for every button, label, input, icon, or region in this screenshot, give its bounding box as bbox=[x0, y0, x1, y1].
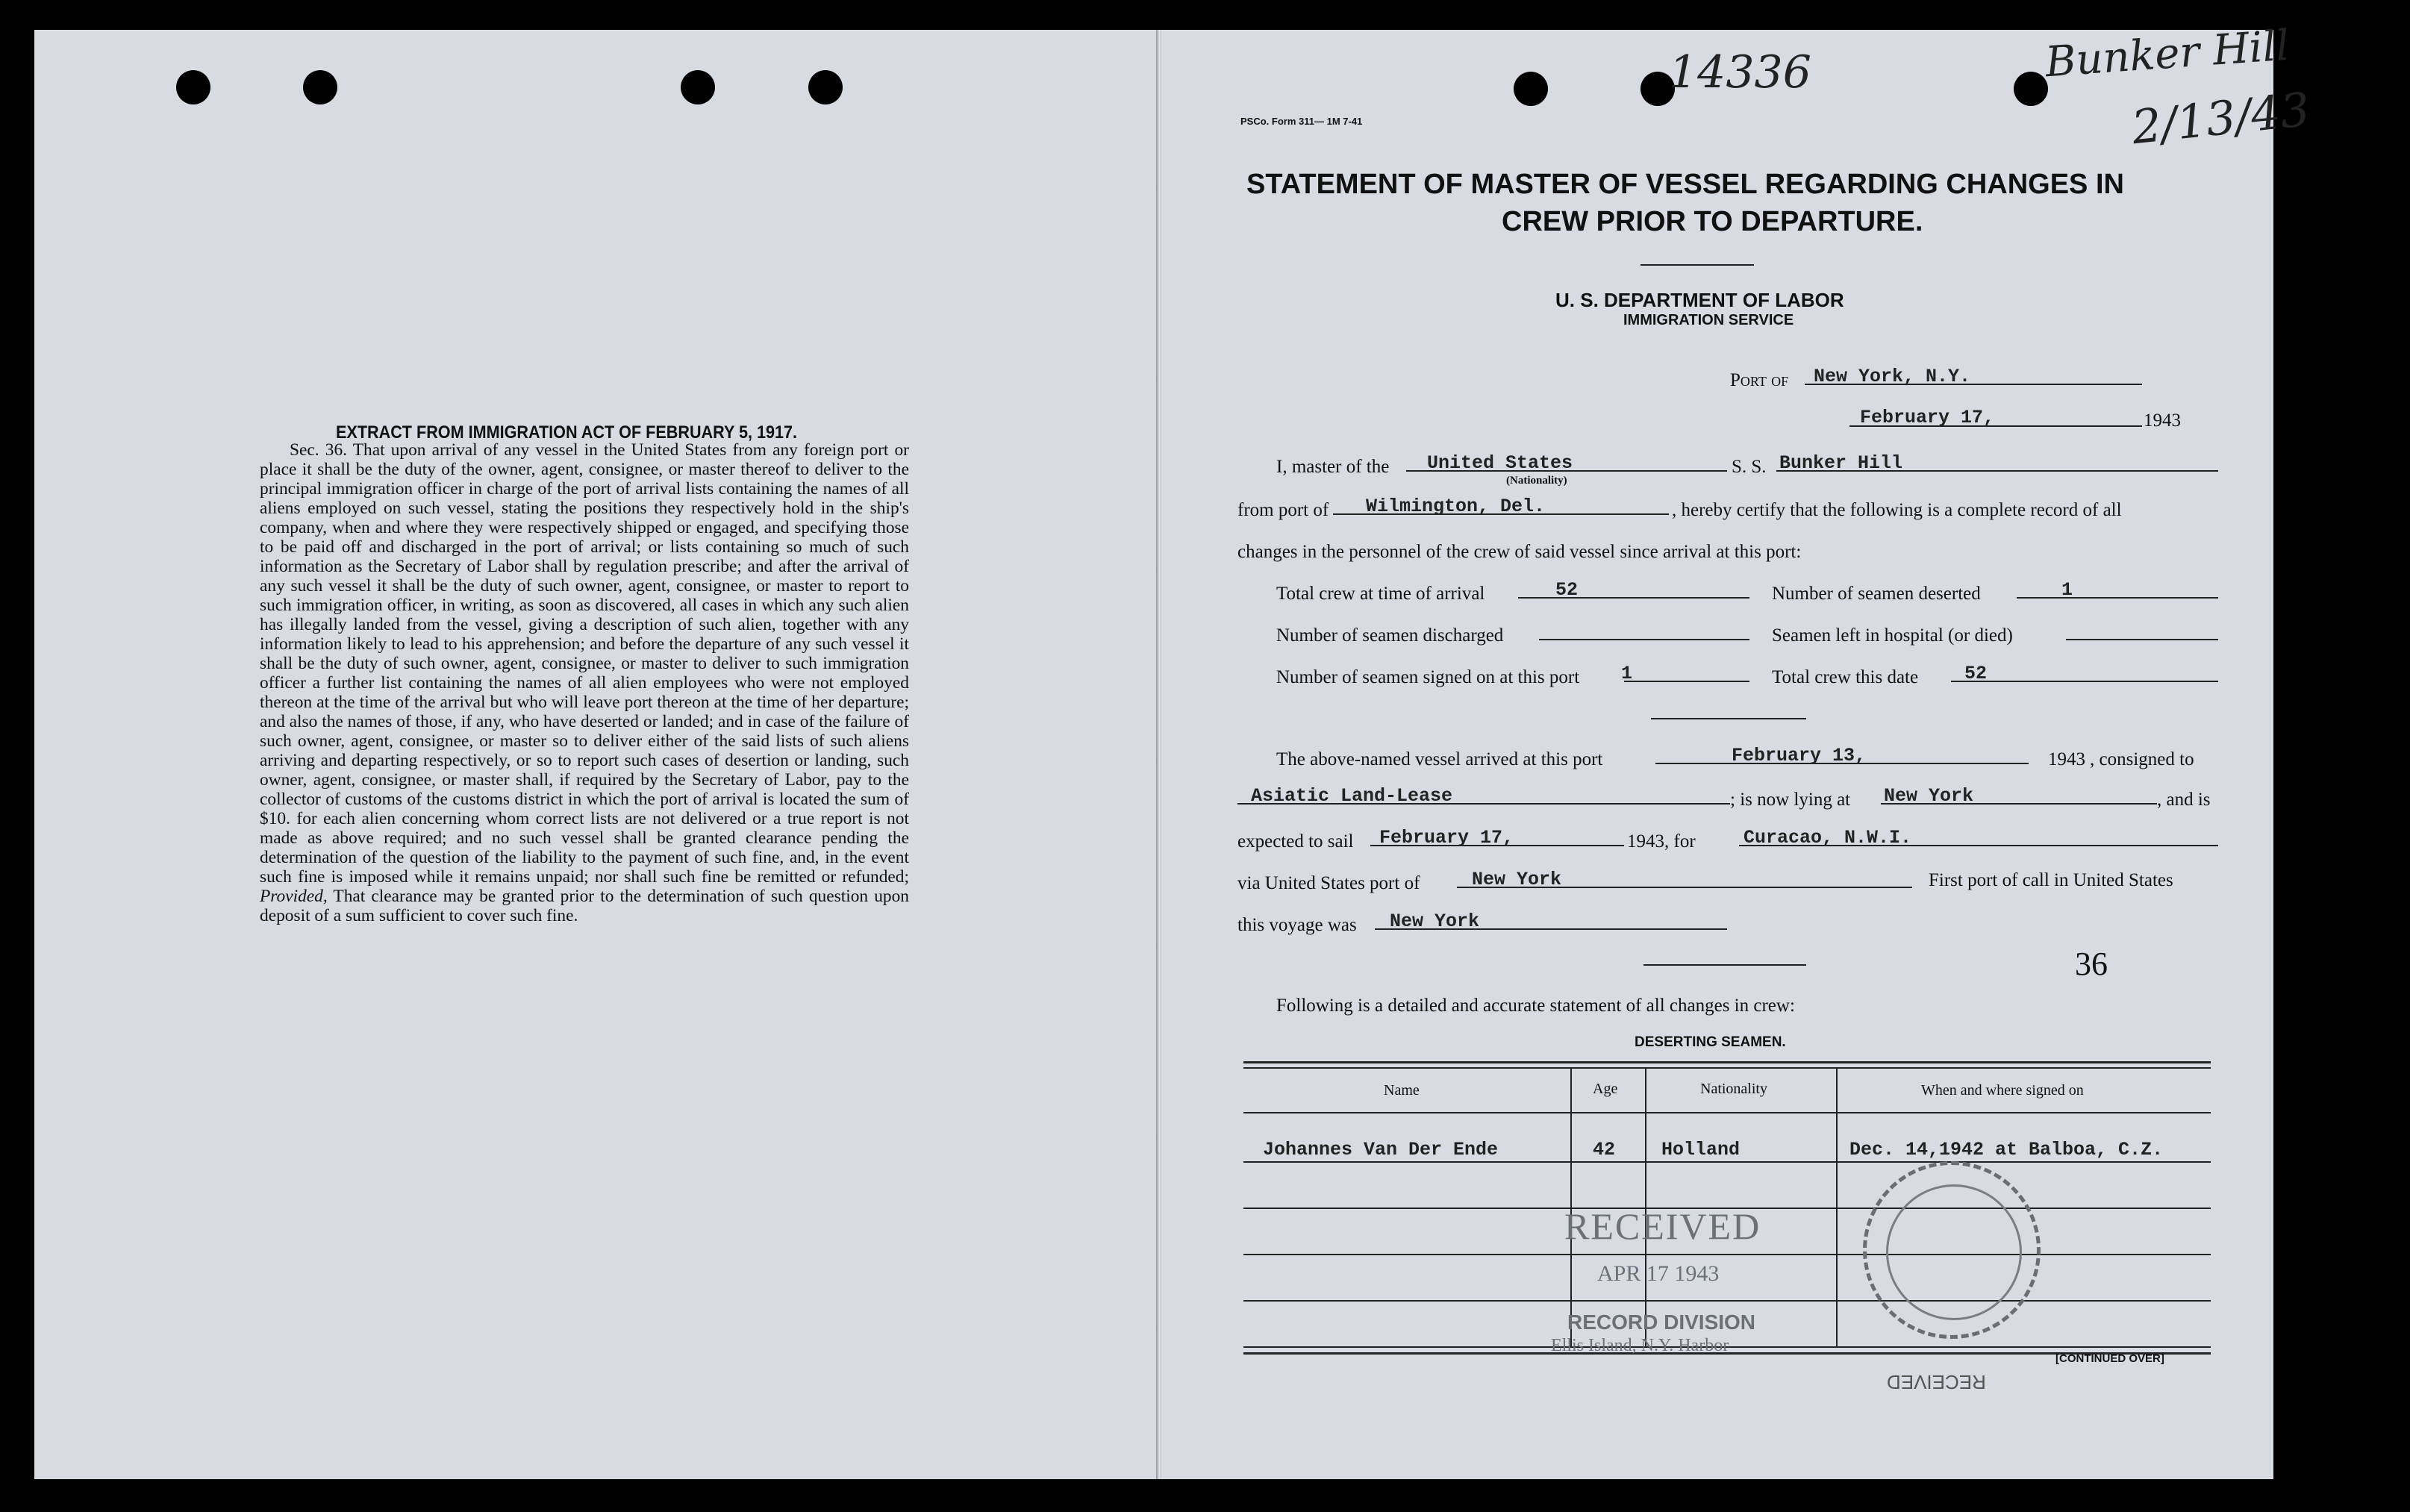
form-title-line2: CREW PRIOR TO DEPARTURE. bbox=[1502, 206, 1923, 237]
total-crew-arrival-value: 52 bbox=[1555, 579, 1579, 601]
received-stamp-date: APR 17 1943 bbox=[1597, 1261, 1720, 1286]
circular-seal bbox=[1863, 1161, 2041, 1339]
handwritten-ship-name: Bunker Hill bbox=[2044, 21, 2291, 87]
section-text-end: That clearance may be granted prior to the determination of such question upon deposit of a sum sufficient to cover such fine. bbox=[260, 887, 909, 925]
divider bbox=[1651, 718, 1806, 719]
nationality-value: United States bbox=[1427, 452, 1573, 474]
this-voyage-label: this voyage was bbox=[1237, 915, 1357, 935]
table-row-rule bbox=[1243, 1161, 2211, 1163]
received-stamp-division: RECORD DIVISION bbox=[1567, 1310, 1756, 1334]
row-signed-on: Dec. 14,1942 at Balboa, C.Z. bbox=[1849, 1139, 2164, 1160]
handwritten-number: 14336 bbox=[1669, 46, 1811, 99]
master-prefix: I, master of the bbox=[1276, 457, 1390, 477]
destination-value: Curacao, N.W.I. bbox=[1743, 827, 1912, 849]
page-number: 36 bbox=[2075, 946, 2108, 982]
total-crew-date-value: 52 bbox=[1964, 663, 1988, 684]
divider bbox=[1643, 964, 1806, 966]
table-top-rule-2 bbox=[1243, 1067, 2211, 1069]
row-nationality: Holland bbox=[1661, 1139, 1741, 1160]
changes-text: changes in the personnel of the crew of said vessel since arrival at this port: bbox=[1237, 542, 1802, 562]
signed-on-label: Number of seamen signed on at this port bbox=[1276, 667, 1580, 687]
extract-body bbox=[260, 440, 909, 925]
table-row-rule bbox=[1243, 1300, 2211, 1302]
hospital-line bbox=[2066, 639, 2218, 640]
table-top-rule bbox=[1243, 1061, 2211, 1063]
following-text: Following is a detailed and accurate statement of all changes in crew: bbox=[1276, 996, 1795, 1016]
and-is-text: , and is bbox=[2157, 790, 2211, 810]
form-title-line1: STATEMENT OF MASTER OF VESSEL REGARDING CHANGES IN bbox=[1246, 169, 2124, 200]
date-value: February 17, bbox=[1860, 407, 1995, 428]
col-nationality-header: Nationality bbox=[1700, 1081, 1767, 1097]
signed-on-line bbox=[1624, 681, 1749, 682]
consigned-label: , consigned to bbox=[2090, 749, 2194, 769]
first-port-label: First port of call in United States bbox=[1929, 870, 2173, 890]
arrived-value: February 13, bbox=[1732, 745, 1867, 766]
punch-hole bbox=[1514, 72, 1548, 106]
deserted-label: Number of seamen deserted bbox=[1772, 584, 1981, 604]
total-crew-date-line bbox=[1951, 681, 2218, 682]
service: IMMIGRATION SERVICE bbox=[1623, 312, 1794, 328]
row-age: 42 bbox=[1593, 1139, 1616, 1160]
total-crew-arrival-label: Total crew at time of arrival bbox=[1276, 584, 1485, 604]
table-header-rule bbox=[1243, 1112, 2211, 1113]
deserted-value: 1 bbox=[2061, 579, 2073, 601]
row-name: Johannes Van Der Ende bbox=[1263, 1139, 1499, 1160]
port-of-value: New York, N.Y. bbox=[1814, 366, 1971, 387]
hospital-label: Seamen left in hospital (or died) bbox=[1772, 625, 2013, 646]
lying-value: New York bbox=[1884, 785, 1974, 807]
col-age-header: Age bbox=[1593, 1081, 1618, 1097]
this-voyage-value: New York bbox=[1390, 910, 1480, 932]
department: U. S. DEPARTMENT OF LABOR bbox=[1555, 289, 1844, 311]
punch-hole bbox=[681, 70, 715, 104]
col-signed-header: When and where signed on bbox=[1921, 1082, 2084, 1099]
via-value: New York bbox=[1472, 869, 1562, 890]
from-port-label: from port of bbox=[1237, 500, 1329, 520]
handwritten-date: 2/13/43 bbox=[2129, 81, 2313, 155]
table-row-rule bbox=[1243, 1254, 2211, 1255]
punch-hole bbox=[176, 70, 210, 104]
received-stamp-location: Ellis Island, N.Y. Harbor bbox=[1551, 1336, 1729, 1355]
date-year: 1943 bbox=[2144, 410, 2181, 431]
col-name-header: Name bbox=[1384, 1082, 1420, 1099]
continued-note: [CONTINUED OVER] bbox=[2055, 1352, 2164, 1365]
expected-label: expected to sail bbox=[1237, 831, 1354, 852]
mirrored-received: RECEIVED bbox=[1887, 1371, 1986, 1393]
divider bbox=[1641, 264, 1754, 266]
expected-year: 1943, for bbox=[1627, 831, 1696, 852]
punch-hole bbox=[808, 70, 843, 104]
table-title: DESERTING SEAMEN. bbox=[1635, 1034, 1786, 1050]
ship-value: Bunker Hill bbox=[1779, 452, 1903, 474]
expected-value: February 17, bbox=[1379, 827, 1514, 849]
nationality-caption: (Nationality) bbox=[1506, 475, 1567, 487]
section-label: Sec. 36. bbox=[290, 440, 347, 460]
ss-label: S. S. bbox=[1732, 457, 1767, 477]
arrived-year: 1943 bbox=[2048, 749, 2085, 769]
signed-on-value: 1 bbox=[1621, 663, 1633, 684]
punch-hole bbox=[303, 70, 337, 104]
from-port-value: Wilmington, Del. bbox=[1366, 496, 1546, 517]
total-crew-date-label: Total crew this date bbox=[1772, 667, 1919, 687]
via-label: via United States port of bbox=[1237, 873, 1420, 893]
consignee-value: Asiatic Land-Lease bbox=[1251, 785, 1453, 807]
section-text: That upon arrival of any vessel in the United States from any foreign port or place it shall be the duty of the owner, agent, consignee, or master thereof to deliver to the principal immigration officer in charge of the port of arrival lists containing the names of all aliens employed on such vessel, stating the positions they respectively hold in the ship's company, when and where they were respectively shipped or engaged, and specifying those to be paid off and discharged in the port of arrival; or lists containing so much of such information as the Secretary of Labor shall by regulation prescribe; and after the arrival of any such vessel it shall be the duty of such owner, agent, consignee, or master to report to such immigration officer, in writing, as soon as discovered, all cases in which any such alien has illegally landed from the vessel, giving a description of such alien, together with any information likely to lead to his apprehension; and before the departure of any such vessel it shall be the duty of such owner, agent, consignee, or master to deliver to such immigration officer a further list containing the names of all alien employees who were not employed thereon at the time of the arrival but who will leave port thereon at the time of her departure; and also the names of those, if any, who have deserted or landed; and in case of the failure of such owner, agent, consignee, or master so to deliver either of the said lists of such aliens arriving and departing respectively, or so to report such cases of desertion or landing, such owner, agent, consignee, or master shall, if required by the Secretary of Labor, pay to the collector of customs of the customs district in which the port of arrival is located the sum of $10. for each alien concerning whom correct lists are not delivered or a true report is not made as above required; and no such vessel shall be granted clearance pending the determination of the question of the liability to the payment of such fine, and, in the event such fine is imposed while it remains unpaid; nor shall such fine be remitted or refunded; bbox=[260, 440, 909, 887]
punch-hole bbox=[2014, 72, 2048, 106]
arrived-label: The above-named vessel arrived at this port bbox=[1276, 749, 1603, 769]
port-of-label: Port of bbox=[1730, 370, 1789, 390]
received-stamp: RECEIVED bbox=[1564, 1205, 1761, 1247]
provided-word: Provided, bbox=[260, 887, 328, 906]
discharged-label: Number of seamen discharged bbox=[1276, 625, 1504, 646]
lying-label: ; is now lying at bbox=[1730, 790, 1851, 810]
extract-title: EXTRACT FROM IMMIGRATION ACT OF FEBRUARY 5, 1917. bbox=[336, 422, 798, 443]
total-crew-arrival-line bbox=[1518, 597, 1749, 599]
deserted-line bbox=[2017, 597, 2218, 599]
form-code: PSCo. Form 311— 1M 7-41 bbox=[1240, 116, 1363, 127]
certify-text: , hereby certify that the following is a complete record of all bbox=[1672, 500, 2122, 520]
discharged-line bbox=[1539, 639, 1749, 640]
